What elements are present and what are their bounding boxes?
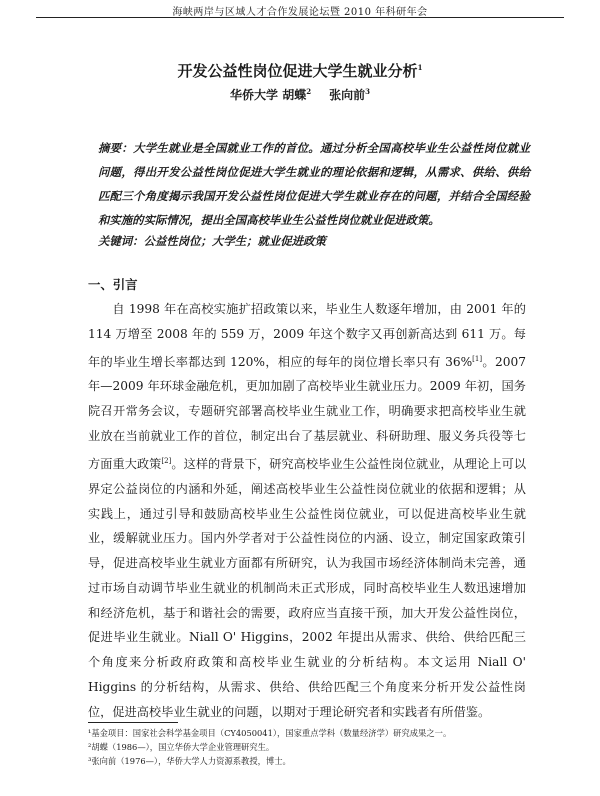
body-paragraph-1: [88, 297, 526, 725]
author-2-note: 3: [365, 87, 370, 96]
header-rule: [36, 17, 564, 18]
author-name-2: 张向前: [329, 88, 366, 102]
keywords: [98, 232, 530, 250]
body-text-c: 。这样的背景下，研究高校毕业生公益性岗位就业，从理论上可以界定公益岗位的内涵和外延，阐述高校毕业生公益性岗位就业的依据和逻辑；从实践上，通过引导和鼓励高校毕业生公益性岗位就业，可以促进高校毕业生就业，缓解就业压力。国内外学者对于公益性岗位的内涵、设立，制定国家政策引导，促进高校毕业生就业方面都有所研究，认为我国市场经济体制尚未完善，通过市场自动调节毕业生就业的机制尚未正式形成，同时高校毕业生人数迅速增加和经济危机，基于和谐社会的需要，政府应当直接干预，加大开发公益性岗位，促进毕业生就业。Niall O' Higgins，2002 年提出从需求、供给、供给匹配三个角度来分析政府政策和高校毕业生就业的分析结构。本文运用 Niall O' Higgins 的分析结构，从需求、供给、供给匹配三个角度来分析开发公益性岗位，促进高校毕业生就业的问题，以期对于理论研究者和实践者有所借鉴。: [88, 456, 527, 719]
paper-title: [0, 60, 600, 81]
citation-2: [2]: [161, 456, 172, 465]
abstract-label: 摘要：: [98, 141, 134, 155]
footnote-3: ³张向前（1976—），华侨大学人力资源系教授，博士。: [88, 756, 291, 766]
paper-title-text: 开发公益性岗位促进大学生就业分析: [177, 62, 418, 80]
body-text-a: 自 1998 年在高校实施扩招政策以来，毕业生人数逐年增加，由 2001 年的 114 万增至 2008 年的 559 万，2009 年这个数字又再创新高达到 611 万。每年的毕业生增长率都达到 120%，相应的每年的岗位增长率只有 36%: [88, 302, 526, 369]
running-header: 海峡两岸与区域人才合作发展论坛暨 2010 年科研年会: [172, 7, 428, 18]
footnote-1: ¹基金项目：国家社会科学基金项目（CY4050041），国家重点学科（数量经济学）研究成果之一。: [88, 728, 452, 738]
footnote-2: ²胡蝶（1986—），国立华侨大学企业管理研究生。: [88, 742, 275, 752]
footnote-rule: [88, 722, 178, 723]
body-text-b: 。2007 年—2009 年环球金融危机，更加加剧了高校毕业生就业压力。2009 年初，国务院召开常务会议，专题研究部署高校毕业生就业工作，明确要求把高校毕业生就业放在当前就业工作的首位，制定出台了基层就业、科研助理、服义务兵役等七方面重大政策: [88, 354, 526, 471]
author-1-note: 2: [306, 87, 312, 96]
abstract-text: 大学生就业是全国就业工作的首位。通过分析全国高校毕业生公益性岗位就业问题，得出开发公益性岗位促进大学生就业的理论依据和逻辑，从需求、供给、供给匹配三个角度揭示我国开发公益性岗位促进大学生就业存在的问题，并结合全国经验和实施的实际情况，提出全国高校毕业生公益性岗位就业促进政策。: [98, 141, 530, 227]
author-affiliation: 华侨大学: [230, 88, 279, 102]
footnotes: [88, 726, 528, 768]
abstract: [98, 136, 530, 232]
title-footnote-mark: 1: [417, 63, 423, 72]
author-line: [0, 86, 600, 103]
section-heading-introduction: 一、引言: [88, 277, 138, 292]
keywords-label: 关键词：: [98, 234, 144, 248]
author-name-1: 胡蝶: [282, 88, 307, 102]
keywords-text: 公益性岗位；大学生；就业促进政策: [143, 234, 326, 248]
citation-1: [1]: [472, 354, 483, 363]
